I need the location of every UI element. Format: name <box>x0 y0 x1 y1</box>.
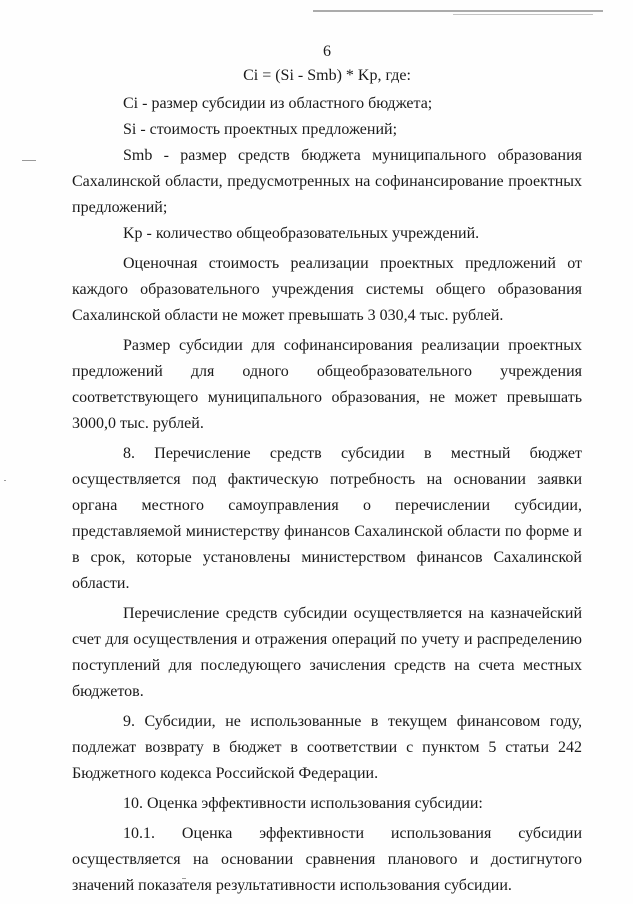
definition-kp: Kp - количество общеобразовательных учреждений. <box>123 225 480 242</box>
definition-smb: Smb - размер средств бюджета муниципального образования Сахалинской области, предусмотренных на софинансирование проектных предложений; <box>72 147 582 216</box>
scan-mark <box>4 480 6 481</box>
subsidy-formula: Ci = (Si - Smb) * Kp, где: <box>243 67 411 84</box>
paragraph-10-heading: 10. Оценка эффективности использования субсидии: <box>123 795 483 812</box>
paragraph-subsidy-size: Размер субсидии для софинансирования реализации проектных предложений для одного общеобразовательного учреждения соответствующего муниципального образования, не может превышать 3000,0 тыс. рублей. <box>72 337 582 432</box>
header-rule <box>313 10 603 12</box>
paragraph-9-return: 9. Субсидии, не использованные в текущем финансовом году, подлежат возврату в бюджет в соответствии с пунктом 5 статьи 242 Бюджетного кодекса Российской Федерации. <box>72 713 582 782</box>
paragraph-10-1-evaluation: 10.1. Оценка эффективности использования субсидии осуществляется на основании сравнения планового и достигнутого значений показателя результативности использования субсидии. <box>72 825 582 894</box>
definition-si: Si - стоимость проектных предложений; <box>123 121 398 138</box>
header-rule-secondary <box>453 14 593 15</box>
paragraph-treasury-account: Перечисление средств субсидии осуществляется на казначейский счет для осуществления и отражения операций по учету и распределению поступлений для последующего зачисления средств на счета местных бюджетов. <box>72 605 582 700</box>
paragraph-cost-limit: Оценочная стоимость реализации проектных предложений от каждого образовательного учреждения системы общего образования Сахалинской области не может превышать 3 030,4 тыс. рублей. <box>72 255 582 324</box>
scan-mark <box>22 160 36 161</box>
document-body <box>72 40 582 899</box>
page-number: 6 <box>323 43 331 60</box>
paragraph-8-transfer: 8. Перечисление средств субсидии в местный бюджет осуществляется под фактическую потребность на основании заявки органа местного самоуправления о перечислении субсидии, представляемой министерству финансов Сахалинской области по форме и в срок, которые установлены министерством финансов Сахалинской области. <box>72 445 582 592</box>
definition-ci: Ci - размер субсидии из областного бюджета; <box>123 95 433 112</box>
